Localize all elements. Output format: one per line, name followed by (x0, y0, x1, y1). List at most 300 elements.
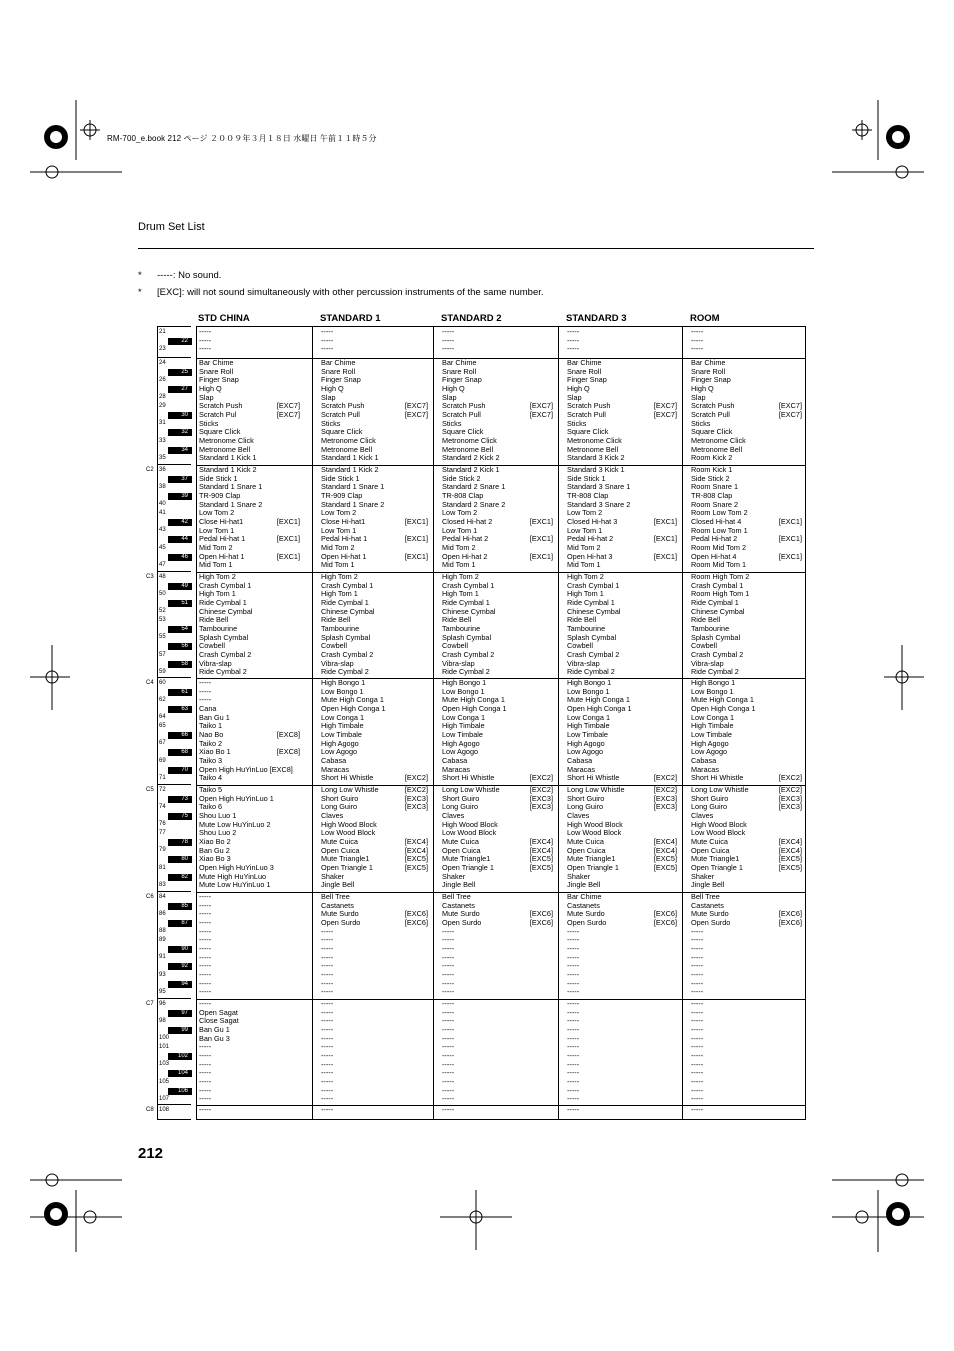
instrument-name: Mute Cuica (691, 836, 728, 846)
instrument-name: Bell Tree (321, 893, 350, 901)
instrument-name: Nao Bo (199, 729, 224, 739)
instrument-name: ----- (691, 969, 704, 979)
instrument-entry (442, 1069, 553, 1078)
instrument-name: ----- (691, 1076, 704, 1086)
instrument-entry (321, 962, 428, 971)
instrument-name: High Tom 2 (567, 573, 604, 581)
instrument-name: ----- (321, 1076, 334, 1086)
instrument-name: Standard 1 Kick 1 (321, 453, 379, 463)
instrument-name: ----- (321, 978, 334, 988)
instrument-entry (567, 1078, 677, 1087)
instrument-name: ----- (321, 1042, 334, 1052)
instrument-name: Square Click (691, 427, 733, 437)
instrument-entry (442, 954, 553, 963)
instrument-name: Low Conga 1 (442, 712, 486, 722)
exclusive-group: [EXC2] (529, 773, 553, 783)
instrument-name: ----- (442, 1000, 455, 1008)
instrument-name: High Tom 1 (321, 589, 358, 599)
column-divider (558, 327, 559, 1119)
instrument-name: Short Hi Whistle (442, 773, 495, 783)
octave-label: C2 (146, 467, 154, 473)
instrument-entry (691, 1026, 802, 1035)
instrument-name: High Q (199, 383, 222, 393)
instrument-entry (199, 561, 300, 570)
instrument-name: Ride Cymbal 1 (199, 597, 247, 607)
instrument-name: Ride Cymbal 1 (442, 597, 490, 607)
white-key: 74 (159, 803, 166, 810)
instrument-name: Open Sagat (199, 1007, 238, 1017)
instrument-entry (321, 988, 428, 997)
table-cell (321, 1106, 428, 1115)
white-key: 21 (159, 328, 166, 335)
instrument-name: Crash Cymbal 2 (567, 649, 620, 659)
white-key: 31 (159, 420, 166, 427)
instrument-entry (442, 1052, 553, 1061)
instrument-name: Tambourine (199, 623, 238, 633)
instrument-entry (321, 1026, 428, 1035)
instrument-name: Maracas (442, 764, 470, 774)
black-key: 46 (168, 554, 192, 561)
instrument-name: Bar Chime (691, 359, 726, 367)
column-divider (682, 327, 683, 1119)
instrument-name: ----- (567, 1042, 580, 1052)
exclusive-group: [EXC6] (404, 917, 428, 927)
instrument-name: Splash Cymbal (442, 632, 492, 642)
white-key: 93 (159, 971, 166, 978)
instrument-entry (691, 1000, 802, 1009)
table-cell (567, 573, 677, 677)
exclusive-group: [EXC7] (778, 401, 802, 411)
black-key: 22 (168, 338, 192, 345)
black-key: 61 (168, 689, 192, 696)
instrument-name: High Bongo 1 (567, 679, 612, 687)
instrument-name: Tambourine (321, 623, 360, 633)
black-key: 25 (168, 369, 192, 376)
exclusive-group: [EXC2] (653, 786, 677, 794)
instrument-name: Mute High Conga 1 (442, 695, 505, 705)
instrument-name: ----- (199, 1050, 212, 1060)
instrument-name: Metronome Click (567, 435, 622, 445)
instrument-entry (199, 1035, 300, 1044)
exclusive-group: [EXC4] (529, 836, 553, 846)
instrument-name: Taiko 5 (199, 786, 223, 794)
instrument-name: ----- (321, 328, 334, 336)
table-cell (442, 328, 553, 354)
instrument-name: Open Triangle 1 (567, 862, 619, 872)
instrument-name: Low Timbale (321, 729, 362, 739)
instrument-name: TR-909 Clap (321, 490, 363, 500)
instrument-name: Crash Cymbal 1 (567, 580, 620, 590)
instrument-name: ----- (442, 969, 455, 979)
white-key: 88 (159, 928, 166, 935)
instrument-name: Standard 3 Snare 1 (567, 482, 631, 492)
instrument-entry (199, 980, 300, 989)
instrument-name: ----- (442, 961, 455, 971)
instrument-entry (442, 668, 553, 677)
instrument-name: Side Stick 1 (199, 473, 238, 483)
instrument-name: Snare Roll (567, 366, 602, 376)
instrument-entry (321, 1043, 428, 1052)
table-cell (567, 679, 677, 783)
instrument-name: Scratch Push (691, 401, 735, 411)
instrument-name: Vibra-slap (199, 658, 232, 668)
instrument-name: Square Click (321, 427, 363, 437)
exclusive-group: [EXC4] (653, 845, 677, 855)
instrument-name: Mid Tom 1 (442, 560, 476, 570)
instrument-name: ----- (321, 969, 334, 979)
instrument-entry (691, 1017, 802, 1026)
white-key: 60 (159, 679, 166, 686)
instrument-name: High Q (442, 383, 465, 393)
instrument-entry (691, 971, 802, 980)
instrument-name: Chinese Cymbal (199, 606, 253, 616)
exclusive-group: [EXC7] (653, 409, 677, 419)
octave-label: C3 (146, 574, 154, 580)
instrument-entry (567, 385, 677, 394)
instrument-name: Square Click (199, 427, 241, 437)
instrument-name: Ride Cymbal 2 (321, 667, 369, 677)
keyboard-section-line (157, 998, 191, 999)
black-key: 51 (168, 600, 192, 607)
instrument-name: Splash Cymbal (567, 632, 617, 642)
exclusive-group: [EXC3] (529, 802, 553, 812)
instrument-name: ----- (442, 1059, 455, 1069)
col-header-standard-3: STANDARD 3 (566, 313, 627, 324)
table-cell (321, 786, 428, 890)
instrument-name: Splash Cymbal (321, 632, 371, 642)
instrument-entry (199, 328, 300, 337)
instrument-entry (199, 1087, 300, 1096)
instrument-entry (567, 954, 677, 963)
instrument-name: Room High Tom 1 (691, 589, 750, 599)
instrument-name: Cowbell (567, 641, 593, 651)
instrument-name: Open Hi-hat 4 (691, 551, 737, 561)
instrument-name: Castanets (321, 900, 354, 910)
instrument-name: ----- (442, 935, 455, 945)
instrument-name: ----- (199, 987, 212, 997)
instrument-name: High Agogo (321, 738, 359, 748)
instrument-entry (199, 910, 300, 919)
instrument-entry (321, 385, 428, 394)
instrument-name: Slap (442, 392, 457, 402)
instrument-name: ----- (199, 978, 212, 988)
instrument-name: Standard 2 Kick 2 (442, 453, 500, 463)
white-key: 95 (159, 988, 166, 995)
instrument-name: Finger Snap (691, 375, 731, 385)
instrument-name: ----- (199, 935, 212, 945)
instrument-name: ----- (691, 978, 704, 988)
instrument-entry (442, 1106, 553, 1115)
instrument-name: High Tom 1 (442, 589, 479, 599)
instrument-entry (691, 954, 802, 963)
instrument-entry (691, 980, 802, 989)
instrument-name: ----- (442, 1076, 455, 1086)
instrument-entry (199, 1069, 300, 1078)
instrument-name: Mute Surdo (691, 909, 729, 919)
table-cell (691, 359, 802, 463)
instrument-name: Mid Tom 2 (567, 542, 601, 552)
instrument-name: ----- (199, 1059, 212, 1069)
instrument-entry (567, 1087, 677, 1096)
instrument-name: ----- (691, 961, 704, 971)
instrument-name: Sticks (442, 418, 462, 428)
instrument-name: ----- (321, 1068, 334, 1078)
black-key: 39 (168, 493, 192, 500)
instrument-name: ----- (199, 686, 212, 696)
instrument-name: Open Surdo (442, 917, 482, 927)
instrument-name: Standard 3 Kick 2 (567, 453, 625, 463)
col-header-std-china: STD CHINA (198, 313, 250, 324)
instrument-name: High Timbale (691, 721, 734, 731)
exclusive-group: [EXC5] (653, 854, 677, 864)
instrument-name: Open Triangle 1 (691, 862, 743, 872)
instrument-name: Ride Cymbal 2 (567, 667, 615, 677)
instrument-name: Side Stick 1 (567, 473, 606, 483)
table-cell (199, 893, 300, 997)
instrument-name: ----- (567, 1033, 580, 1043)
instrument-entry (199, 945, 300, 954)
instrument-name: Pedal Hi-hat 1 (321, 534, 368, 544)
instrument-name: ----- (567, 943, 580, 953)
instrument-name: Closed Hi-hat 2 (442, 516, 493, 526)
instrument-name: Metronome Click (442, 435, 497, 445)
instrument-name: Open High Conga 1 (567, 703, 632, 713)
instrument-name: Ban Gu 3 (199, 1033, 230, 1043)
table-cell (442, 893, 553, 997)
instrument-name: High Timbale (442, 721, 485, 731)
instrument-name: ----- (567, 1024, 580, 1034)
instrument-entry (321, 561, 428, 570)
instrument-entry (199, 1078, 300, 1087)
table-cell (691, 679, 802, 783)
instrument-name: Long Guiro (442, 802, 479, 812)
instrument-entry (442, 962, 553, 971)
instrument-entry (442, 928, 553, 937)
instrument-name: Vibra-slap (691, 658, 724, 668)
black-key: 54 (168, 626, 192, 633)
instrument-name: ----- (691, 1106, 704, 1114)
instrument-entry (321, 1078, 428, 1087)
table-cell (691, 328, 802, 354)
instrument-entry (321, 881, 428, 890)
instrument-name: High Wood Block (691, 819, 747, 829)
exclusive-group: [EXC6] (778, 909, 802, 919)
instrument-name: Standard 1 Kick 2 (321, 466, 379, 474)
white-key: 89 (159, 936, 166, 943)
table-cell (442, 1106, 553, 1115)
instrument-name: Mute Triangle1 (442, 854, 491, 864)
instrument-name: ----- (199, 943, 212, 953)
instrument-name: ----- (321, 952, 334, 962)
exclusive-group: [EXC1] (653, 551, 677, 561)
instrument-name: Mid Tom 1 (321, 560, 355, 570)
white-key: 47 (159, 561, 166, 568)
black-key: 32 (168, 429, 192, 436)
instrument-name: Mute Surdo (442, 909, 480, 919)
keyboard-section-line (157, 571, 191, 572)
instrument-entry (691, 1043, 802, 1052)
instrument-entry (567, 561, 677, 570)
keyboard-diagram (157, 326, 191, 1120)
exclusive-group: [EXC1] (529, 551, 553, 561)
instrument-name: Scratch Pull (442, 409, 481, 419)
instrument-name: Low Agogo (691, 747, 728, 757)
instrument-name: ----- (567, 344, 580, 354)
instrument-name: Finger Snap (442, 375, 482, 385)
instrument-entry (199, 881, 300, 890)
exclusive-group: [EXC8] (276, 729, 300, 739)
instrument-entry (691, 668, 802, 677)
black-key: 104 (168, 1070, 192, 1077)
instrument-name: ----- (442, 1068, 455, 1078)
instrument-name: ----- (442, 952, 455, 962)
instrument-name: ----- (567, 926, 580, 936)
instrument-name: Jingle Bell (567, 880, 601, 890)
instrument-name: Room High Tom 2 (691, 573, 750, 581)
exclusive-group: [EXC6] (529, 909, 553, 919)
instrument-entry (321, 337, 428, 346)
instrument-name: High Tom 1 (199, 589, 236, 599)
instrument-name: Square Click (442, 427, 484, 437)
instrument-name: Claves (442, 810, 465, 820)
instrument-name: High Q (567, 383, 590, 393)
exclusive-group: [EXC3] (404, 802, 428, 812)
instrument-entry (691, 561, 802, 570)
instrument-name: ----- (567, 969, 580, 979)
instrument-name: ----- (199, 1000, 212, 1008)
instrument-name: ----- (321, 1024, 334, 1034)
instrument-name: Snare Roll (321, 366, 356, 376)
instrument-name: ----- (442, 1085, 455, 1095)
instrument-name: Mid Tom 2 (321, 542, 355, 552)
instrument-name: Claves (691, 810, 714, 820)
instrument-entry (567, 454, 677, 463)
exclusive-group: [EXC1] (404, 534, 428, 544)
instrument-name: Jingle Bell (321, 880, 355, 890)
instrument-name: ----- (567, 935, 580, 945)
instrument-name: Standard 3 Snare 2 (567, 499, 631, 509)
instrument-entry (321, 1017, 428, 1026)
instrument-name: ----- (691, 344, 704, 354)
instrument-entry (321, 936, 428, 945)
instrument-entry (691, 1095, 802, 1104)
instrument-name: Splash Cymbal (691, 632, 741, 642)
instrument-entry (442, 1043, 553, 1052)
white-key: 84 (159, 893, 166, 900)
instrument-name: Open High Conga 1 (691, 703, 756, 713)
instrument-name: ----- (691, 1016, 704, 1026)
instrument-name: ----- (199, 1068, 212, 1078)
instrument-entry (199, 688, 300, 697)
instrument-entry (199, 954, 300, 963)
instrument-name: ----- (199, 1085, 212, 1095)
table-cell (199, 1000, 300, 1104)
instrument-name: Finger Snap (567, 375, 607, 385)
instrument-name: ----- (567, 1094, 580, 1104)
exclusive-group: [EXC4] (404, 836, 428, 846)
instrument-name: Cabasa (567, 755, 593, 765)
instrument-name: Ride Cymbal 2 (691, 667, 739, 677)
instrument-name: Open Hi-hat 1 (321, 551, 367, 561)
instrument-name: Ban Gu 2 (199, 845, 230, 855)
table-cell (199, 573, 300, 677)
instrument-entry (442, 1061, 553, 1070)
instrument-entry (321, 774, 428, 783)
instrument-entry (321, 919, 428, 928)
instrument-name: Finger Snap (321, 375, 361, 385)
instrument-name: Slap (199, 392, 214, 402)
instrument-name: Low Tom 2 (199, 508, 235, 518)
white-key: 38 (159, 483, 166, 490)
instrument-name: Mute Triangle1 (691, 854, 740, 864)
instrument-name: ----- (567, 978, 580, 988)
exclusive-group: [EXC7] (276, 409, 300, 419)
instrument-name: Square Click (567, 427, 609, 437)
note-mark-2: * (138, 287, 142, 298)
white-key: 48 (159, 573, 166, 580)
instrument-name: Scratch Push (321, 401, 365, 411)
instrument-name: Room Snare 2 (691, 499, 739, 509)
instrument-name: Castanets (691, 900, 724, 910)
instrument-name: Scratch Push (199, 401, 243, 411)
instrument-name: Low Tom 2 (321, 508, 357, 518)
table-cell (199, 466, 300, 570)
instrument-name: Cabasa (442, 755, 468, 765)
exclusive-group: [EXC7] (653, 401, 677, 411)
exclusive-group: [EXC1] (529, 516, 553, 526)
white-key: 101 (159, 1043, 170, 1050)
instrument-name: ----- (442, 1016, 455, 1026)
instrument-name: ----- (567, 1085, 580, 1095)
instrument-name: Room Snare 1 (691, 482, 739, 492)
instrument-entry (199, 1061, 300, 1070)
instrument-name: Low Bongo 1 (321, 686, 364, 696)
instrument-entry (442, 936, 553, 945)
instrument-entry (567, 1000, 677, 1009)
instrument-name: Mute High Conga 1 (691, 695, 754, 705)
instrument-name: ----- (321, 935, 334, 945)
instrument-entry (199, 668, 300, 677)
instrument-name: Standard 1 Snare 2 (321, 499, 385, 509)
instrument-name: Metronome Click (199, 435, 254, 445)
instrument-name: Chinese Cymbal (567, 606, 621, 616)
instrument-entry (567, 1095, 677, 1104)
instrument-name: ----- (321, 1000, 334, 1008)
instrument-name: ----- (567, 1016, 580, 1026)
instrument-name: Crash Cymbal 2 (442, 649, 495, 659)
white-key: 77 (159, 829, 166, 836)
instrument-name: Open Surdo (691, 917, 731, 927)
table-cell (567, 1000, 677, 1104)
instrument-name: High Wood Block (321, 819, 377, 829)
instrument-name: Crash Cymbal 1 (442, 580, 495, 590)
instrument-name: ----- (691, 1000, 704, 1008)
exclusive-group: [EXC3] (778, 802, 802, 812)
instrument-name: Low Tom 2 (442, 508, 478, 518)
instrument-name: Shaker (691, 871, 715, 881)
white-key: 24 (159, 359, 166, 366)
instrument-entry (442, 1026, 553, 1035)
instrument-name: Crash Cymbal 2 (321, 649, 374, 659)
table-cell (567, 328, 677, 354)
table-cell (321, 893, 428, 997)
table-cell (321, 1000, 428, 1104)
instrument-name: Sticks (321, 418, 341, 428)
instrument-name: Standard 1 Kick 2 (199, 466, 257, 474)
instrument-name: Low Conga 1 (321, 712, 365, 722)
instrument-entry (567, 1106, 677, 1115)
instrument-name: Closed Hi-hat 3 (567, 516, 618, 526)
